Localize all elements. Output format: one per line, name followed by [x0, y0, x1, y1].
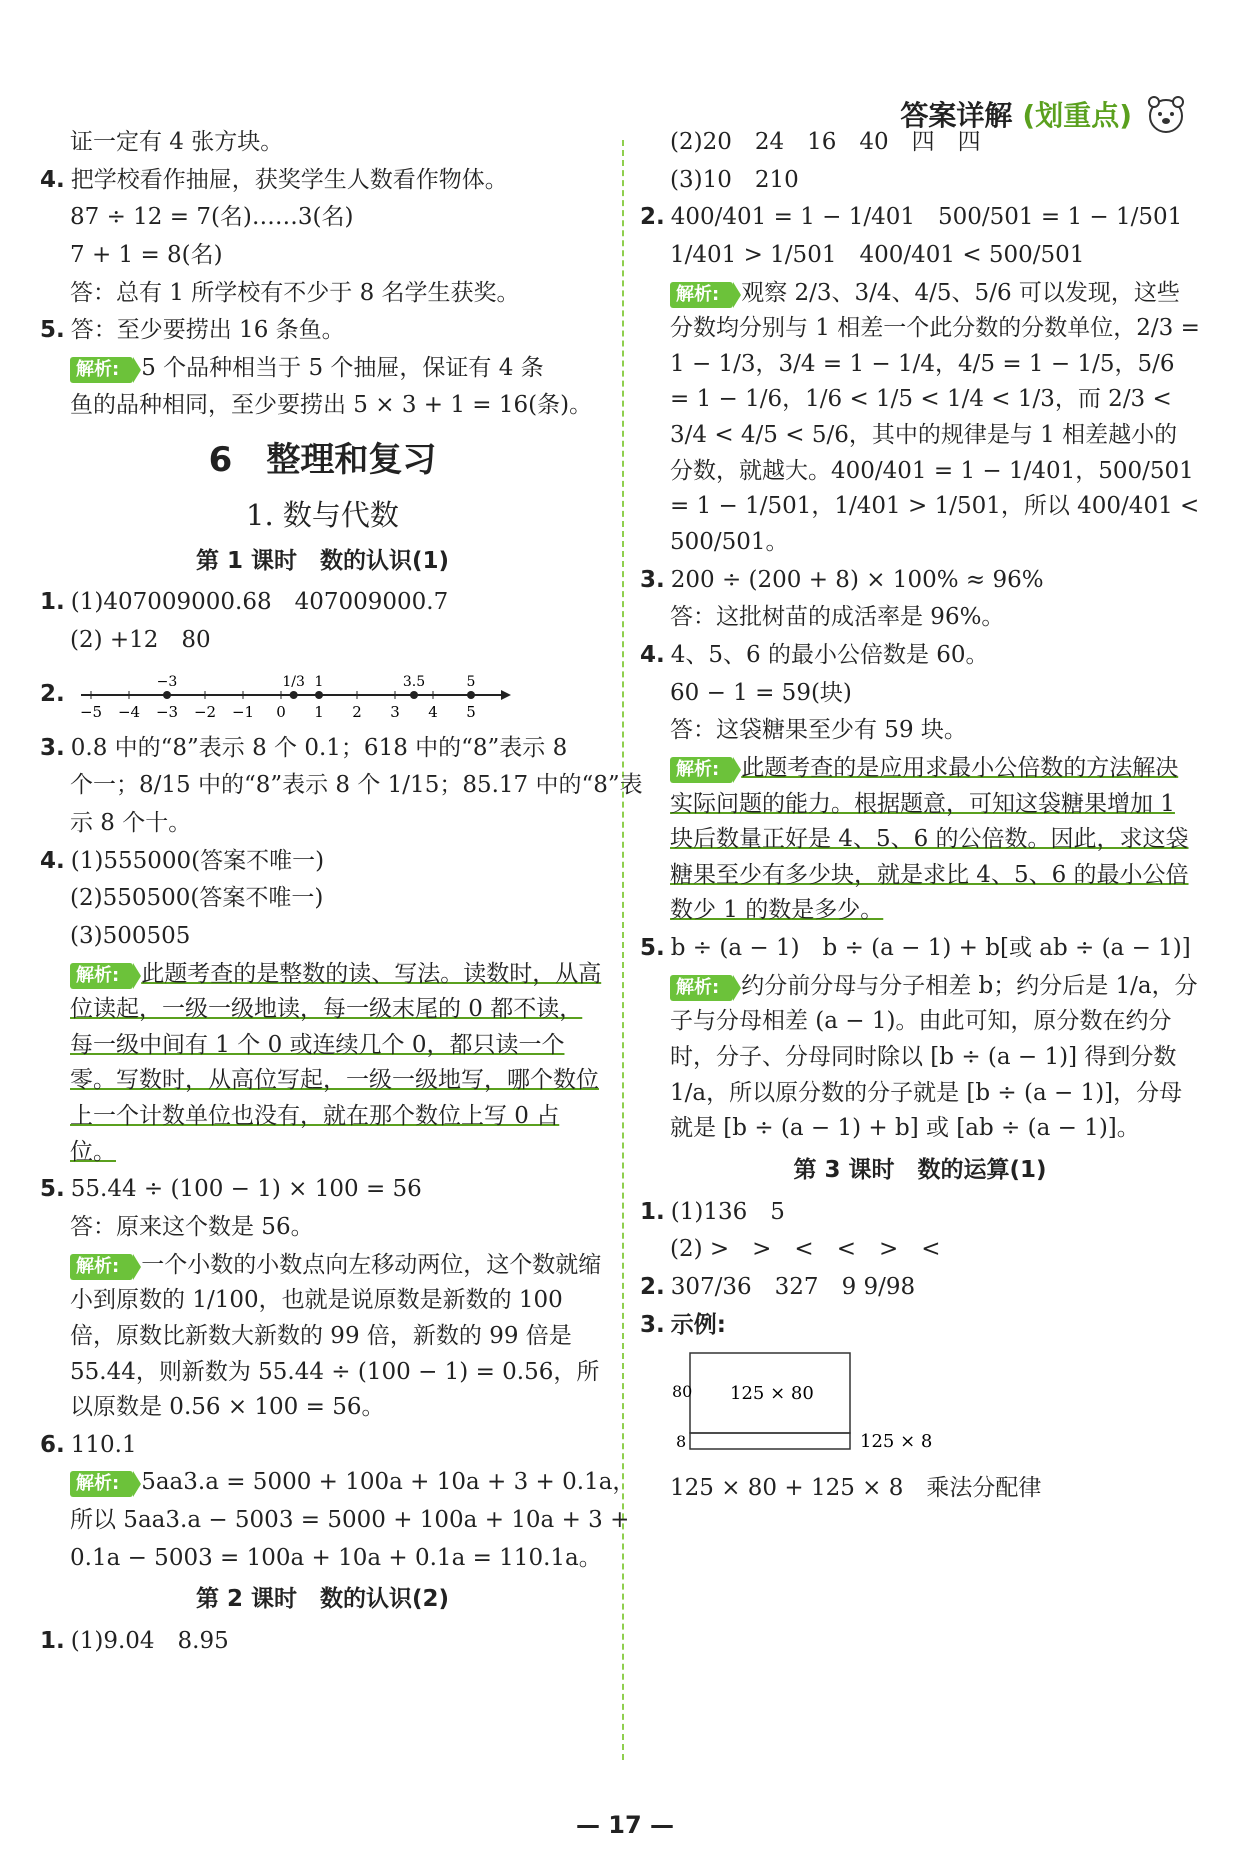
analysis-tag: 解析:: [670, 757, 733, 783]
number-point: [410, 691, 418, 699]
number-point: [315, 691, 323, 699]
chapter-title: 6 整理和复习: [208, 440, 437, 481]
lesson-title: 第 1 课时 数的认识(1): [195, 547, 450, 574]
lesson-title: 第 2 课时 数的认识(2): [195, 1586, 450, 1613]
page-number: — 17 —: [575, 1811, 675, 1839]
tick-label: 1: [313, 702, 324, 721]
tick-label: 0: [275, 702, 286, 721]
number-point: [467, 691, 475, 699]
tick-label: −3: [155, 702, 178, 721]
tick-label: 3: [389, 702, 400, 721]
point-label: −3: [156, 673, 178, 690]
text-line: 证一定有 4 张方块。: [70, 129, 284, 155]
analysis-tag: 解析:: [70, 1471, 133, 1497]
area-label-strip: 125 × 8: [860, 1431, 933, 1453]
header-title: 答案详解: [900, 99, 1013, 132]
analysis-tag: 解析:: [670, 282, 733, 308]
tick-label: −2: [193, 702, 216, 721]
section-title: 1. 数与代数: [246, 497, 399, 532]
height-label: 80: [672, 1382, 693, 1402]
q4-text: 把学校看作抽屉，获奖学生人数看作物体。: [70, 166, 508, 193]
left-column: 证一定有 4 张方块。 4. 把学校看作抽屉，获奖学生人数看作物体。 87 ÷ 12 = 7(名)……3(名) 7 + 1 = 8(名) 答：总有 1 所学校有不少于 8 名学生获奖。 5. 答：至少要捞出 16 条鱼。 解析: 5 个品种相当于 5 个抽屉，保证有 4 条 鱼的品种相同，至少要捞出 5 × 3 + 1 = 16(条)。 6 整理和复习 1. 数与代数 第 1 课时 数的认识(1) 1. (1)407009000.68 407009000.7 (2) +12 80 2. −5 −4 −3 −2 −1 0 1 2 3 4 5 −3 1/3 1 3.5 5 3. 0.8 中的“8”表示 8 个 0.1；618 中的“8”表示 8 个一；8/15 中的“8”表示 8 个 1/15；85.17 中的“8”表 示 8 个十。 4. (1)555000(答案不唯一) (2)550500(答案不唯一) (3)500505 解析: 此题考查的是整数的读、写法。读数时，从高位读起，一级一级地读，每一级末尾的 0 都不读，每一级中间有 1 个 0 或连续几个 0，都只读一个零。写数时，从高位写起，一级一级地写，哪个数位上一个计数单位也没有，就在那个数位上写 0 占位。 5. 55.44 ÷ (100 − 1) × 100 = 56 答：原来这个数是 56。 解析: 一个小数的小数点向左移动两位，这个数就缩小到原数的 1/100，也就是说原数是新数的 100 倍，原数比新数大新数的 99 倍，新数的 99 倍是 55.44，则新数为 55.44 ÷ (100 − 1) = 0.56，所以原数是 0.56 × 100 = 56。 6. 110.1 解析: 5aa3.a = 5000 + 100a + 10a + 3 + 0.1a， 所以 5aa3.a − 5003 = 5000 + 100a + 10a + 3 + 0.1a − 5003 = 100a + 10a + 0.1a = 110.1a。 第 2 课时 数的认识(2) 1. (1)9.04 8.95: [40, 125, 605, 1662]
strip-height-label: 8: [676, 1432, 687, 1452]
analysis-tag: 解析:: [70, 1254, 133, 1280]
tick-label: −4: [117, 702, 140, 721]
analysis-tag: 解析:: [70, 357, 133, 383]
header-tag: (划重点): [1022, 99, 1132, 132]
tick-label: 2: [351, 702, 362, 721]
tick-label: 4: [427, 702, 438, 721]
point-label: 3.5: [402, 673, 425, 690]
point-label: 1/3: [282, 673, 305, 690]
point-label: 1: [314, 673, 324, 690]
analysis-tag: 解析:: [670, 975, 733, 1001]
tick-label: 5: [465, 702, 476, 721]
point-label: 5: [466, 673, 476, 690]
number-point: [163, 691, 171, 699]
lesson-title: 第 3 课时 数的运算(1): [793, 1156, 1047, 1183]
arrow-icon: [501, 690, 511, 700]
number-point: [289, 691, 297, 699]
tick-label: −1: [231, 702, 254, 721]
tick-label: −5: [79, 702, 102, 721]
analysis-tag: 解析:: [70, 963, 133, 989]
right-column: (2)20 24 16 40 四 四 (3)10 210 2. 400/401 = 1 − 1/401 500/501 = 1 − 1/501 1/401 > 1/501 400/401 < 500/501 解析: 观察 2/3、3/4、4/5、5/6 可以发现，这些分数均分别与 1 相差一个此分数的分数单位，2/3 = 1 − 1/3，3/4 = 1 − 1/4，4/5 = 1 − 1/5，5/6 = 1 − 1/6，1/6 < 1/5 < 1/4 < 1/3，而 2/3 < 3/4 < 4/5 < 5/6，其中的规律是与 1 相差越小的分数，就越大。400/401 = 1 − 1/401，500/501 = 1 − 1/501，1/401 > 1/501，所以 400/401 < 500/501。 3. 200 ÷ (200 + 8) × 100% ≈ 96% 答：这批树苗的成活率是 96%。 4. 4、5、6 的最小公倍数是 60。 60 − 1 = 59(块) 答：这袋糖果至少有 59 块。 解析: 此题考查的是应用求最小公倍数的方法解决实际问题的能力。根据题意，可知这袋糖果增加 1 块后数量正好是 4、5、6 的公倍数。因此，求这袋糖果至少有多少块，就是求比 4、5、6 的最小公倍数少 1 的数是多少。 5. b ÷ (a − 1) b ÷ (a − 1) + b[或 ab ÷ (a − 1)] 解析: 约分前分母与分子相差 b；约分后是 1/a，分子与分母相差 (a − 1)。由此可知，原分数在约分时，分子、分母同时除以 [b ÷ (a − 1)] 得到分数 1/a，所以原分数的分子就是 [b ÷ (a − 1)]，分母就是 [b ÷ (a − 1) + b] 或 [ab ÷ (a − 1)]。 第 3 课时 数的运算(1) 1. (1)136 5 (2) > > < < > < 2. 307/36 327 9 9/98 3. 示例: 125 × 80 125 × 8 80 8 125 × 80 + 125 × 8 乘法分配律: [640, 129, 1200, 1501]
area-label-main: 125 × 80: [730, 1383, 814, 1405]
area-diagram: [670, 1349, 970, 1459]
number-line: [71, 665, 511, 725]
